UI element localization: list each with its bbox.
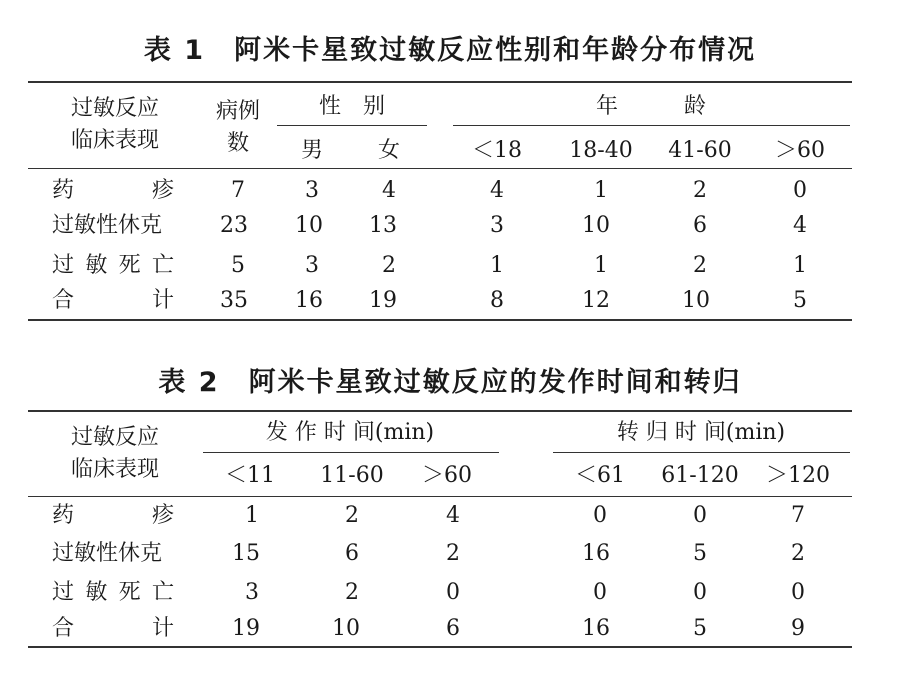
label-char: 过	[52, 580, 75, 605]
table2-cell-outcome: 0	[693, 503, 707, 528]
table1-cell-age: 2	[693, 178, 707, 203]
label-char: 合	[52, 616, 75, 641]
table2-cell-onset: 4	[446, 503, 460, 528]
table2-header-rule	[28, 496, 852, 497]
table1-female-header: 女	[377, 138, 401, 163]
table1-cell-female: 4	[382, 178, 396, 203]
table1-top-rule	[28, 81, 852, 83]
table2-outcome-header: 转 归 时 间(min)	[616, 420, 786, 445]
table1-cell-cases: 35	[220, 288, 248, 313]
table1-cell-age: 1	[594, 178, 608, 203]
table1-cell-age: 2	[693, 253, 707, 278]
table1-age-subrule	[453, 125, 850, 126]
label-char: 敏	[85, 253, 108, 278]
table1-age-group-4: ＞60	[775, 138, 825, 163]
table1-row-label	[52, 288, 174, 314]
table2-row-label	[52, 503, 174, 529]
table2-cell-outcome: 0	[791, 580, 805, 605]
table1-reaction-header-line1: 过敏反应	[70, 96, 160, 121]
table1-cell-age: 1	[594, 253, 608, 278]
table2-cell-onset: 6	[345, 541, 359, 566]
table2-outcome-group-2: 61-120	[661, 463, 739, 488]
table2-cell-onset: 6	[446, 616, 460, 641]
table2-cell-outcome: 16	[582, 541, 610, 566]
table2-onset-subrule	[203, 452, 499, 453]
table2-cell-outcome: 0	[593, 503, 607, 528]
table2-cell-onset: 15	[232, 541, 260, 566]
label-char: 死	[118, 253, 141, 278]
table1-cases-header-line1: 病例	[215, 99, 261, 124]
table1-age-group-3: 41-60	[668, 138, 732, 163]
table2-row-label	[52, 616, 174, 642]
table2-outcome-group-3: ＞120	[766, 463, 830, 488]
table2-cell-onset: 3	[245, 580, 259, 605]
table1-row-label	[52, 253, 174, 279]
table2-onset-group-1: ＜11	[225, 463, 275, 488]
table1-cell-age: 0	[793, 178, 807, 203]
table1-male-header: 男	[300, 138, 324, 163]
table2-onset-group-2: 11-60	[320, 463, 384, 488]
table2-cell-onset: 1	[245, 503, 259, 528]
table2-outcome-group-1: ＜61	[575, 463, 625, 488]
table1-row-label: 过敏性休克	[52, 213, 163, 238]
table2-cell-outcome: 2	[791, 541, 805, 566]
label-char: 合	[52, 288, 75, 313]
table1-row-label	[52, 178, 174, 204]
table1-cell-age: 8	[490, 288, 504, 313]
table1-cell-age: 12	[582, 288, 610, 313]
table1-age-group-2: 18-40	[569, 138, 633, 163]
table2-outcome-subrule	[553, 452, 850, 453]
table2-row-label: 过敏性休克	[52, 541, 163, 566]
table1-cell-male: 3	[305, 178, 319, 203]
table1-cell-age: 10	[582, 213, 610, 238]
table1-age-header: 年 龄	[595, 94, 707, 119]
table2-row-label	[52, 580, 174, 606]
label-char: 亡	[151, 253, 174, 278]
table1-cell-female: 13	[369, 213, 397, 238]
table2-cell-onset: 2	[345, 503, 359, 528]
table1-cell-cases: 7	[231, 178, 245, 203]
table2-cell-outcome: 5	[693, 541, 707, 566]
label-char: 亡	[151, 580, 174, 605]
table1-gender-header: 性 别	[318, 94, 386, 119]
table1-cell-male: 16	[295, 288, 323, 313]
table1-cell-female: 2	[382, 253, 396, 278]
table2-title: 表 2 阿米卡星致过敏反应的发作时间和转归	[158, 367, 742, 398]
table1-cell-female: 19	[369, 288, 397, 313]
table1-title: 表 1 阿米卡星致过敏反应性别和年龄分布情况	[143, 35, 757, 66]
table2-cell-outcome: 7	[791, 503, 805, 528]
table1-bottom-rule	[28, 319, 852, 321]
table2-reaction-header-line1: 过敏反应	[70, 425, 160, 450]
table1-age-group-1: ＜18	[472, 138, 522, 163]
label-char: 药	[52, 503, 75, 528]
table2-onset-header: 发 作 时 间(min)	[265, 420, 435, 445]
label-char: 药	[52, 178, 75, 203]
table2-reaction-header-line2: 临床表现	[70, 457, 160, 482]
table2-cell-outcome: 9	[791, 616, 805, 641]
table1-cell-age: 10	[682, 288, 710, 313]
table1-cell-age: 1	[490, 253, 504, 278]
table2-bottom-rule	[28, 646, 852, 648]
table1-cell-male: 3	[305, 253, 319, 278]
table2-cell-outcome: 0	[593, 580, 607, 605]
table2-cell-outcome: 5	[693, 616, 707, 641]
table2-cell-outcome: 0	[693, 580, 707, 605]
table2-top-rule	[28, 410, 852, 412]
label-char: 计	[151, 616, 174, 641]
table1-cell-age: 3	[490, 213, 504, 238]
table2-cell-onset: 0	[446, 580, 460, 605]
table1-cell-age: 1	[793, 253, 807, 278]
label-char: 过	[52, 253, 75, 278]
label-char: 死	[118, 580, 141, 605]
table2-cell-onset: 10	[332, 616, 360, 641]
table1-header-rule	[28, 168, 852, 169]
label-char: 疹	[151, 178, 174, 203]
table1-cell-age: 5	[793, 288, 807, 313]
label-char: 敏	[85, 580, 108, 605]
table1-cell-age: 4	[490, 178, 504, 203]
table1-gender-subrule	[277, 125, 427, 126]
table1-cell-cases: 23	[220, 213, 248, 238]
table1-reaction-header-line2: 临床表现	[70, 128, 160, 153]
table2-onset-group-3: ＞60	[422, 463, 472, 488]
table2-cell-onset: 2	[446, 541, 460, 566]
label-char: 疹	[151, 503, 174, 528]
table2-cell-onset: 2	[345, 580, 359, 605]
table2-cell-outcome: 16	[582, 616, 610, 641]
table1-cell-cases: 5	[231, 253, 245, 278]
table1-cell-age: 6	[693, 213, 707, 238]
table1-cell-male: 10	[295, 213, 323, 238]
label-char: 计	[151, 288, 174, 313]
table1-cell-age: 4	[793, 213, 807, 238]
table1-cases-header-line2: 数	[226, 131, 250, 156]
table2-cell-onset: 19	[232, 616, 260, 641]
